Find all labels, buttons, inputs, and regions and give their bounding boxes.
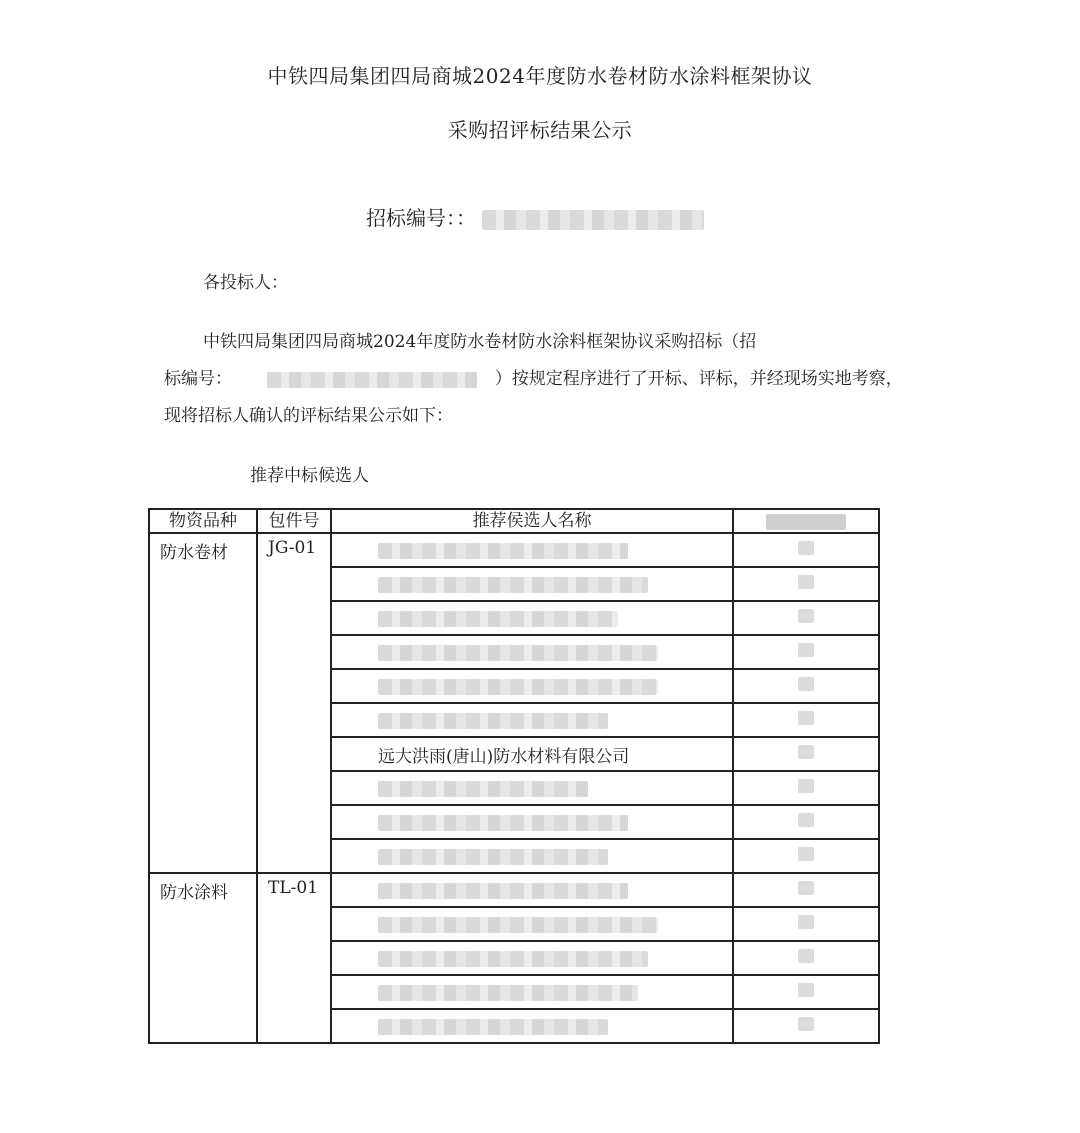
redacted-value-cell — [733, 703, 879, 737]
candidate-name-cell — [331, 975, 733, 1009]
candidate-name-cell — [331, 907, 733, 941]
candidate-name-cell — [331, 567, 733, 601]
redacted-value — [798, 779, 814, 793]
redacted-candidate-name — [378, 577, 648, 593]
header-candidate-name: 推荐侯选人名称 — [331, 509, 733, 533]
header-redacted — [733, 509, 879, 533]
redacted-candidate-name — [378, 815, 628, 831]
redacted-value — [798, 541, 814, 555]
redacted-value — [798, 745, 814, 759]
announcement-paragraph-line1: 中铁四局集团四局商城2024年度防水卷材防水涂料框架协议采购招标（招 — [203, 332, 757, 352]
redacted-value — [798, 949, 814, 963]
redacted-bid-number-inline — [267, 372, 477, 388]
redacted-value — [798, 915, 814, 929]
redacted-value-cell — [733, 907, 879, 941]
redacted-value-cell — [733, 1009, 879, 1043]
redacted-candidate-name — [378, 713, 608, 729]
redacted-value — [798, 575, 814, 589]
redacted-candidate-name — [378, 679, 658, 695]
redacted-value-cell — [733, 533, 879, 567]
redacted-value — [798, 609, 814, 623]
redacted-value-cell — [733, 873, 879, 907]
redacted-value — [798, 643, 814, 657]
redacted-value-cell — [733, 737, 879, 771]
redacted-value — [798, 881, 814, 895]
candidate-name-cell — [331, 635, 733, 669]
header-package: 包件号 — [257, 509, 331, 533]
package-cell: TL-01 — [257, 873, 331, 1043]
bid-number — [366, 202, 704, 231]
table-row — [149, 533, 879, 567]
redacted-value-cell — [733, 669, 879, 703]
document-title-line2: 采购招评标结果公示 — [447, 118, 633, 142]
candidate-name-cell — [331, 737, 733, 771]
candidate-name-cell — [331, 839, 733, 873]
table-header-row — [149, 509, 879, 533]
candidate-name-cell — [331, 533, 733, 567]
redacted-value-cell — [733, 941, 879, 975]
redacted-candidate-name — [378, 951, 648, 967]
candidate-name-cell — [331, 669, 733, 703]
candidate-name-cell — [331, 771, 733, 805]
redacted-candidate-name — [378, 781, 588, 797]
redacted-value — [798, 677, 814, 691]
redacted-candidate-name — [378, 883, 628, 899]
salutation: 各投标人： — [203, 273, 288, 293]
candidate-name: 远大洪雨(唐山)防水材料有限公司 — [378, 746, 630, 767]
announcement-paragraph-line3: 现将招标人确认的评标结果公示如下： — [164, 406, 453, 426]
redacted-candidate-name — [378, 611, 618, 627]
paragraph-mid: ）按规定程序进行了开标、评标，并经现场实地考察， — [494, 369, 903, 389]
redacted-value — [798, 847, 814, 861]
header-category: 物资品种 — [149, 509, 257, 533]
redacted-value-cell — [733, 839, 879, 873]
redacted-value — [798, 1017, 814, 1031]
redacted-value-cell — [733, 975, 879, 1009]
redacted-candidate-name — [378, 1019, 608, 1035]
candidate-table — [148, 508, 880, 1044]
bid-number-label: 招标编号：： — [366, 206, 476, 230]
redacted-candidate-name — [378, 849, 608, 865]
table-row — [149, 873, 879, 907]
candidate-name-cell — [331, 703, 733, 737]
announcement-paragraph-line2 — [164, 364, 912, 389]
redacted-value — [798, 711, 814, 725]
candidate-name-cell — [331, 805, 733, 839]
category-cell: 防水涂料 — [149, 873, 257, 1043]
package-cell: JG-01 — [257, 533, 331, 873]
candidate-name-cell — [331, 873, 733, 907]
redacted-value — [798, 813, 814, 827]
redacted-candidate-name — [378, 917, 658, 933]
redacted-candidate-name — [378, 985, 638, 1001]
section-heading: 推荐中标候选人 — [250, 466, 369, 486]
candidate-name-cell — [331, 601, 733, 635]
redacted-value-cell — [733, 601, 879, 635]
redacted-value — [798, 983, 814, 997]
document-title-line1: 中铁四局集团四局商城2024年度防水卷材防水涂料框架协议 — [267, 64, 813, 88]
redacted-value-cell — [733, 635, 879, 669]
redacted-value-cell — [733, 771, 879, 805]
candidate-name-cell — [331, 941, 733, 975]
redacted-candidate-name — [378, 543, 628, 559]
redacted-candidate-name — [378, 645, 658, 661]
redacted-value-cell — [733, 805, 879, 839]
category-cell: 防水卷材 — [149, 533, 257, 873]
candidate-name-cell — [331, 1009, 733, 1043]
redacted-header — [766, 514, 846, 530]
redacted-value-cell — [733, 567, 879, 601]
redacted-bid-number — [482, 210, 704, 230]
paragraph-bid-label: 标编号： — [164, 369, 232, 389]
